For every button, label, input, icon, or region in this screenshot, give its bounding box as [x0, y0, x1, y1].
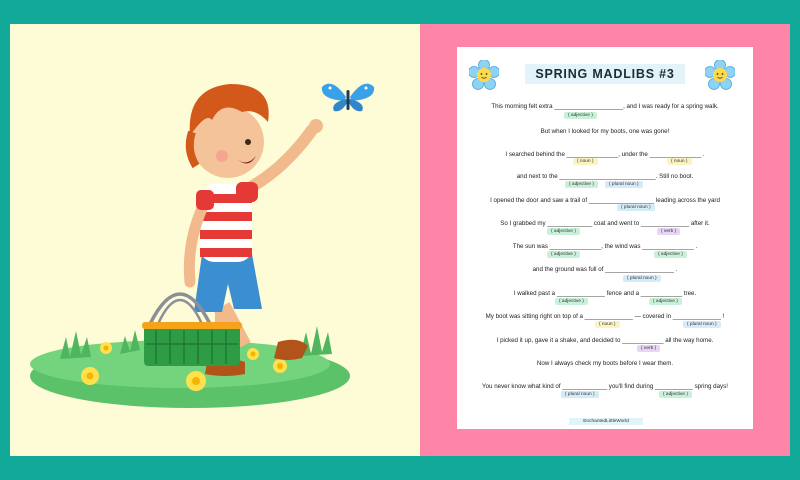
madlib-line: I walked past a ______________ fence and a ____________ tree.	[513, 290, 697, 297]
madlib-line: I opened the door and saw a trail of ___________________ leading across the yard	[490, 197, 720, 204]
worksheet-page	[457, 47, 753, 429]
butterfly-icon	[320, 80, 376, 114]
word-type-tag: ( adjective )	[547, 228, 580, 235]
word-type-tag: ( verb )	[657, 228, 680, 235]
word-type-tag: ( adjective )	[659, 391, 692, 398]
madlib-line: and the ground was full of ____________________ .	[532, 266, 678, 273]
word-type-tag: ( verb )	[637, 345, 660, 352]
word-type-tag: ( noun )	[595, 321, 620, 328]
madlib-line: You never know what kind of _____________ you'll find during ___________ spring days!	[482, 383, 728, 390]
word-type-tag: ( adjective )	[547, 251, 580, 258]
madlib-line: The sun was _______________, the wind was _______________ .	[512, 243, 698, 250]
madlib-line: My boot was sitting right on top of a ______________ — covered in ______________ !	[485, 313, 725, 320]
madlib-line: I picked it up, gave it a shake, and decided to ____________ all the way home.	[496, 337, 714, 344]
word-type-tag: ( adjective )	[565, 181, 598, 188]
madlib-line: I searched behind the _______________, under the _______________ .	[505, 151, 705, 158]
credit-label: EnchantedLittleWorld	[569, 418, 643, 425]
word-type-tag: ( adjective )	[555, 298, 588, 305]
madlib-line: So I grabbed my _____________ coat and went to ______________ after it.	[500, 220, 710, 227]
flower-icon	[469, 60, 499, 90]
word-type-tag: ( noun )	[667, 158, 692, 165]
word-type-tag: ( adjective )	[564, 112, 597, 119]
word-type-tag: ( plural noun )	[623, 275, 661, 282]
worksheet-title: SPRING MADLIBS #3	[525, 64, 685, 84]
word-type-tag: ( plural noun )	[561, 391, 599, 398]
madlib-line: Now I always check my boots before I wear them.	[536, 360, 674, 367]
madlib-line: But when I looked for my boots, one was gone!	[540, 128, 670, 135]
word-type-tag: ( plural noun )	[683, 321, 721, 328]
word-type-tag: ( noun )	[573, 158, 598, 165]
illustration-panel	[10, 24, 420, 456]
madlib-line: and next to the ____________________________. Still no boot.	[516, 173, 694, 180]
word-type-tag: ( adjective )	[649, 298, 682, 305]
word-type-tag: ( plural noun )	[605, 181, 643, 188]
word-type-tag: ( plural noun )	[617, 204, 655, 211]
madlib-line: This morning felt extra ____________________, and I was ready for a spring walk.	[491, 103, 719, 110]
word-type-tag: ( adjective )	[654, 251, 687, 258]
flower-icon	[705, 60, 735, 90]
